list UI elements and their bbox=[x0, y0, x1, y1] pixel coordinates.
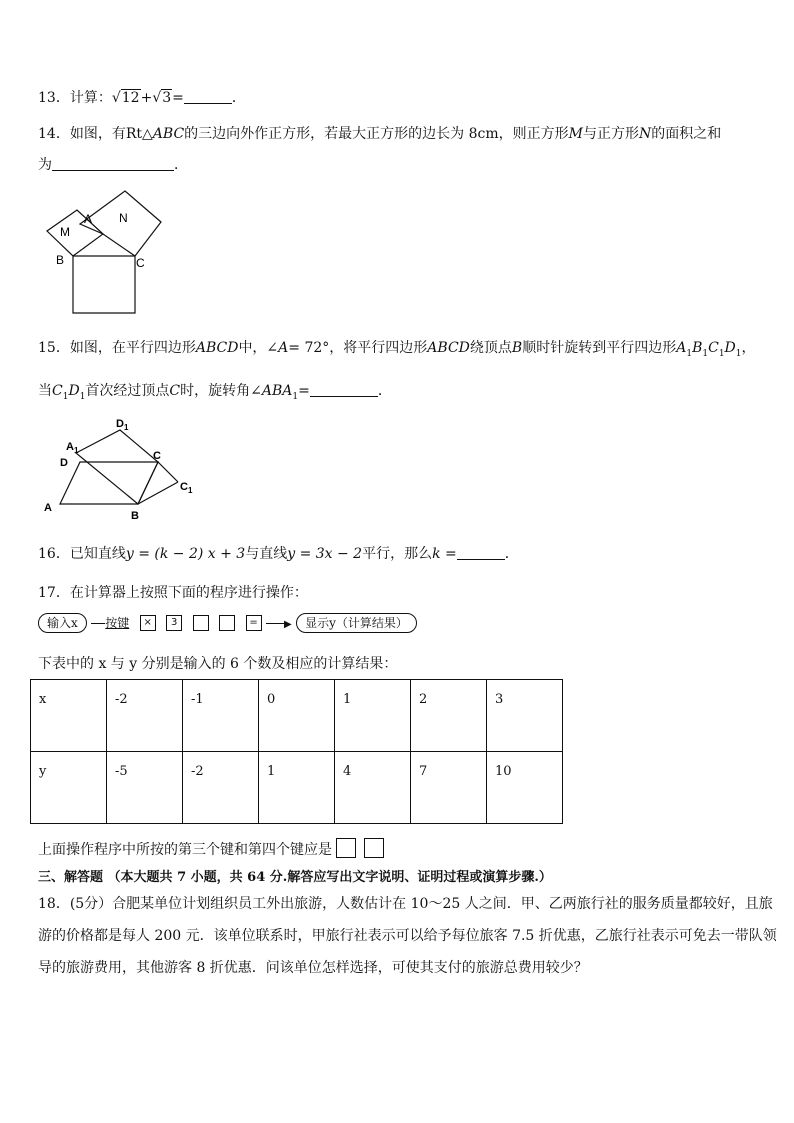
label-d: D bbox=[60, 457, 68, 469]
answer-blank-16[interactable] bbox=[457, 545, 505, 560]
label-b: B bbox=[56, 253, 65, 267]
key-blank-2[interactable] bbox=[219, 615, 235, 631]
calculator-flow: 输入x 按键 × 3 = ▶ 显示y（计算结果） bbox=[38, 613, 417, 635]
table-row: x -2 -1 0 1 2 3 bbox=[31, 680, 563, 752]
input-x-oval: 输入x bbox=[38, 613, 87, 633]
answer-blank-13[interactable] bbox=[184, 89, 232, 104]
key-blank-1[interactable] bbox=[193, 615, 209, 631]
sqrt-3: √3 bbox=[152, 90, 172, 106]
question-15-line-1: 15．如图，在平行四边形ABCD中，∠A= 72°，将平行四边形ABCD绕顶点B顺时针旋转到平行四边形$A_1B_1C_1D_1$， bbox=[38, 340, 756, 359]
table-intro: 下表中的 x 与 y 分别是输入的 6 个数及相应的计算结果： bbox=[38, 656, 398, 672]
question-14-line-2: 为 ． bbox=[38, 157, 188, 173]
label-m: M bbox=[60, 225, 70, 239]
parallelogram-a1b1c1d1-part bbox=[76, 430, 158, 504]
arrow bbox=[91, 623, 105, 624]
parallelogram-abcd bbox=[60, 462, 158, 504]
question-18-line-1: 18．(5分）合肥某单位计划组织员工外出旅游，人数估计在 10～25 人之间．甲、乙两旅行社的服务质量都较好，且旅 bbox=[38, 896, 773, 912]
label-b: B bbox=[131, 510, 139, 522]
question-17-after: 上面操作程序中所按的第三个键和第四个键应是 bbox=[38, 838, 384, 860]
square-bc bbox=[73, 256, 135, 313]
key-equals: = bbox=[246, 615, 262, 631]
label-a: A bbox=[84, 212, 93, 226]
display-y-oval: 显示y（计算结果） bbox=[296, 613, 417, 633]
question-13: 13．计算：√12+√3= ． bbox=[38, 90, 246, 106]
answer-blank-14[interactable] bbox=[52, 156, 174, 171]
table-row: y -5 -2 1 4 7 10 bbox=[31, 752, 563, 824]
figure-14-squares bbox=[40, 186, 175, 316]
section-3-heading: 三、解答题 （本大题共 7 小题，共 64 分.解答应写出文字说明、证明过程或演算步骤.） bbox=[38, 870, 552, 885]
figure-15-parallelograms bbox=[38, 416, 208, 526]
question-18-line-2: 游的价格都是每人 200 元．该单位联系时，甲旅行社表示可以给予每位旅客 7.5 折优惠，乙旅行社表示可免去一带队领 bbox=[38, 928, 777, 944]
square-m bbox=[47, 210, 103, 256]
label-c: C bbox=[136, 256, 145, 270]
answer-box-2[interactable] bbox=[364, 838, 384, 858]
question-16: 16．已知直线y = (k − 2) x + 3与直线y = 3x − 2平行，那么k = ． bbox=[38, 546, 519, 562]
question-17: 17．在计算器上按照下面的程序进行操作： bbox=[38, 585, 308, 601]
xy-table bbox=[30, 679, 563, 824]
question-15-line-2: 当$C_1D_1$首次经过顶点C时，旋转角$\angle ABA_1=$ ． bbox=[38, 383, 392, 402]
label-a1: $A_1$ bbox=[66, 441, 79, 455]
label-c: C bbox=[153, 450, 161, 462]
label-a: A bbox=[44, 502, 52, 514]
answer-box-1[interactable] bbox=[336, 838, 356, 858]
answer-blank-15[interactable] bbox=[310, 382, 378, 397]
label-c1: $C_1$ bbox=[180, 481, 193, 495]
key-three: 3 bbox=[166, 615, 182, 631]
key-times: × bbox=[140, 615, 156, 631]
question-18-line-3: 导的旅游费用，其他游客 8 折优惠．问该单位怎样选择，可使其支付的旅游总费用较少？ bbox=[38, 960, 588, 976]
label-d1: $D_1$ bbox=[116, 418, 129, 432]
label-n: N bbox=[119, 211, 128, 225]
sqrt-12: √12 bbox=[111, 90, 140, 106]
question-14-line-1: 14．如图，有Rt△ABC的三边向外作正方形，若最大正方形的边长为 8cm，则正方形M与正方形N的面积之和 bbox=[38, 126, 722, 142]
